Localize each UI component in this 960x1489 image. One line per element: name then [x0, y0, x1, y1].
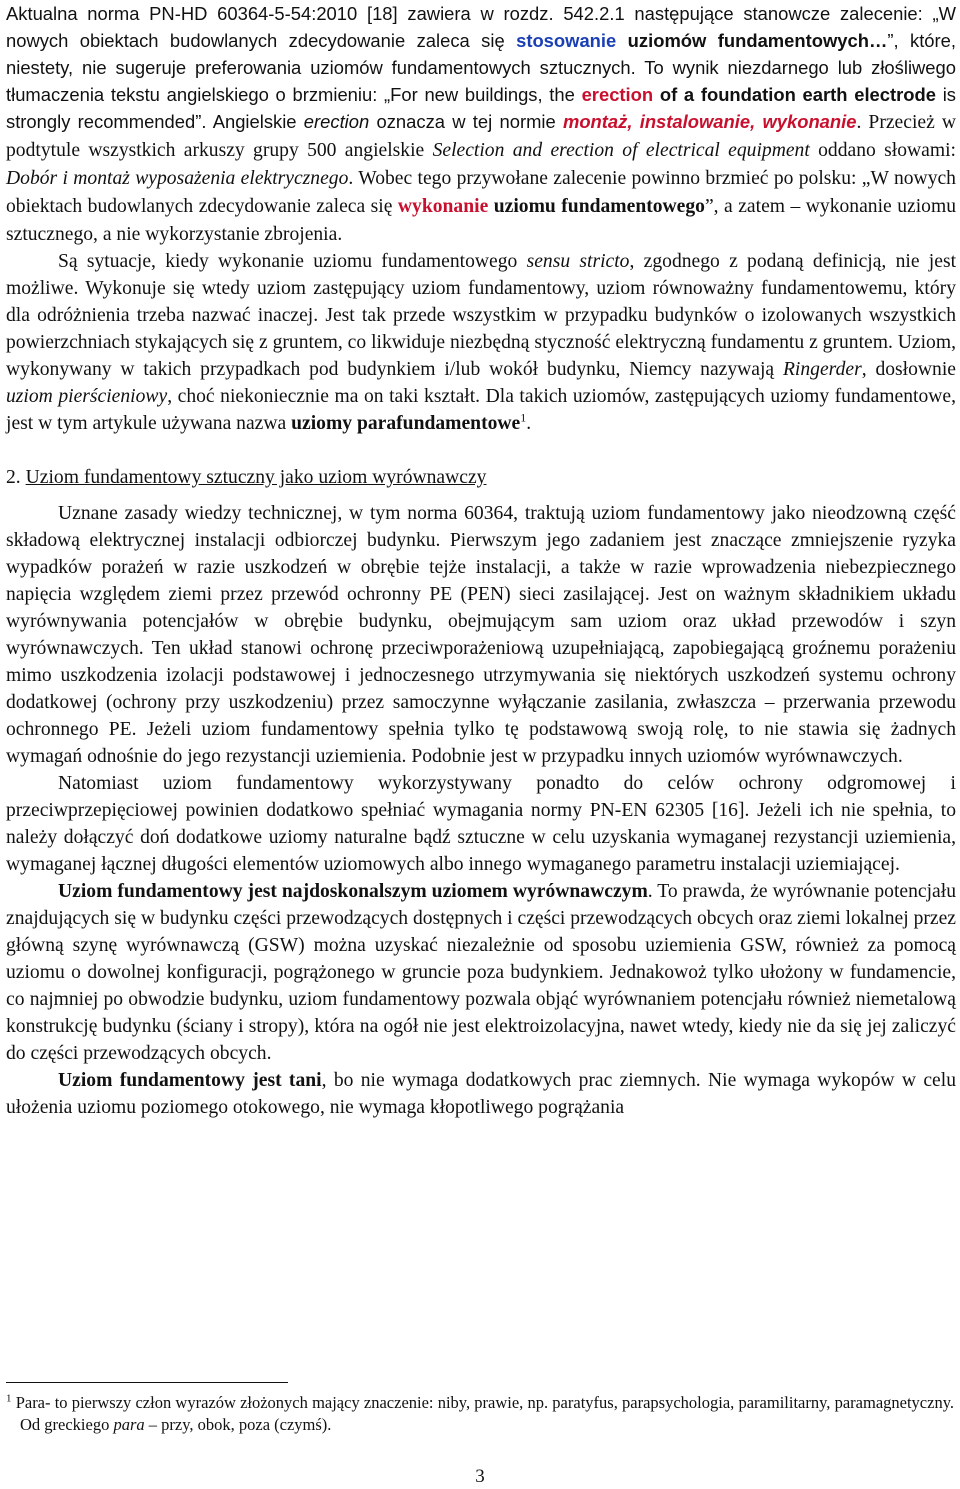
text-run: is strongly recommended”. Angielskie: [6, 84, 956, 132]
footnote-separator: [6, 1382, 288, 1383]
text-run: Są sytuacje, kiedy wykonanie uziomu fundamentowego: [58, 251, 527, 272]
text-run: . Przecież w podtytule wszystkich arkuszy grupy 500 angielskie: [6, 112, 956, 161]
italic-ringerder: Ringerder: [782, 359, 862, 380]
text-run: . Wobec tego przywołane zalecenie powinno brzmieć po polsku: „W nowych obiektach budowlanych zdecydowanie zaleca się: [6, 168, 956, 217]
text-run: , dosłownie: [861, 359, 956, 380]
text-run: – przy, obok, poza (czymś).: [144, 1415, 332, 1434]
paragraph-standard-rules: Uznane zasady wiedzy technicznej, w tym norma 60364, traktują uziom fundamentowy jako nieodzowną część składową elektrycznej instalacji odbiorczej budynku. Pierwszym jego zadaniem jest znaczące zmniejszenie ryzyka wypadków porażeń w razie uszkodzeń w obrębie tejże instalacji, a także w razie wprowadzenia niebezpiecznego napięcia względem ziemi przez przewód ochronny PE (PEN) sieci zasilającej. Jest on ważnym składnikiem układu wyrównywania potencjałów w obrębie budynku, obejmującym sam uziom oraz układ przewodów i szyn wyrównawczych. Ten układ stanowi ochronę przeciwporażeniową uzupełniającą, zapobiegającą groźnemu porażeniu mimo uszkodzenia izolacji podstawowej i jednoczesnego utrzymywania się niektórych uszkodzeń systemu ochrony dodatkowej (ochrony przy uszkodzeniu) przez samoczynne wyłączanie zasilania, zwłaszcza – przerwania przewodu ochronnego PE. Jeżeli uziom fundamentowy spełnia tylko tę podstawową swoją rolę, to nie stawia się żadnych wymagań odnośnie do jego rezystancji uziemienia. Podobnie jest w przypadku innych uziomów wyrównawczych.: [6, 503, 956, 767]
bold-uziomow-fundamentowych: uziomów fundamentowych…: [627, 30, 888, 51]
italic-para: para: [113, 1415, 145, 1434]
text-run: ”, a zatem – wykonanie uziomu sztucznego, a nie wykorzystanie zbrojenia.: [6, 196, 956, 245]
footnote-marker: 1: [6, 1392, 12, 1405]
text-run: oznacza w tej normie: [369, 111, 563, 132]
text-run: oddano słowami:: [809, 140, 956, 161]
document-page: [6, 0, 956, 1121]
highlight-erection: erection: [581, 84, 654, 105]
page-number: 3: [475, 1466, 485, 1487]
paragraph-parafundamentowe: [6, 248, 956, 437]
bold-lead-sentence: Uziom fundamentowy jest najdoskonalszym uziomem wyrównawczym: [58, 881, 648, 902]
paragraph-cheap: [6, 1067, 956, 1121]
text-run: ”, które, niestety, nie sugeruje preferowania uziomów fundamentowych sztucznych. To wynik niezdarnego lub złośliwego tłumaczenia tekstu angielskiego o brzmieniu: „For new buildings, the: [6, 30, 956, 105]
italic-selection-erection: Selection and erection of electrical equipment: [432, 140, 810, 161]
text-run: Para- to pierwszy człon wyrazów złożonych mający znaczenie: niby, prawie, np. paratyfus, parapsychologia, paramilitarny, paramagnetyczny. Od greckiego: [11, 1393, 954, 1434]
section-heading: [6, 464, 956, 491]
italic-erection: erection: [303, 111, 370, 132]
text-run: [616, 30, 627, 51]
bold-foundation-earth-electrode: of a foundation earth electrode: [659, 84, 936, 105]
footnote-reference[interactable]: 1: [520, 410, 527, 425]
footnote: [6, 1392, 954, 1436]
paragraph-best-equipotential: [6, 878, 956, 1067]
section-title: Uziom fundamentowy sztuczny jako uziom wyrównawczy: [25, 467, 487, 488]
highlight-stosowanie: stosowanie: [516, 30, 617, 51]
text-run: . To prawda, że wyrównanie potencjału znajdujących się w budynku części przewodzących dostępnych i części przewodzących obcych oraz ziemi lokalnej przez główną szynę wyrównawczą (GSW) można uzyskać niezależnie od sposobu uziemienia GSW, również za pomocą uziomu o dowolnej konfiguracji, pogrążonego w gruncie poza budynkiem. Jednakowoż tylko ułożony w fundamencie, co najmniej po obwodzie budynku, uziom fundamentowy pozwala objąć wyrównaniem potencjału również niemetalową konstrukcję budynku (ściany i stropy), która na ogół nie jest elektroizolacyjna, nawet wtedy, kiedy nie da się jej zaliczyć do części przewodzących obcych.: [6, 881, 956, 1064]
bold-lead-sentence: Uziom fundamentowy jest tani: [58, 1070, 322, 1091]
paragraph-lightning-protection: Natomiast uziom fundamentowy wykorzystywany ponadto do celów ochrony odgromowej i przeciwprzepięciowej powinien dodatkowo spełniać wymagania normy PN-EN 62305 [16]. Jeżeli ich nie spełnia, to należy dołączyć doń dodatkowe uziomy naturalne bądź sztuczne w celu uzyskania wymaganej rezystancji uziemienia, wymaganej łącznej długości elementów uziomowych albo innego wymaganego parametru instalacji uziemiającej.: [6, 773, 956, 875]
text-run: [653, 84, 660, 105]
italic-uziom-pierscieniowy: uziom pierścieniowy: [6, 386, 168, 407]
italic-sensu-stricto: sensu stricto: [526, 251, 630, 272]
italic-dobor-montaz: Dobór i montaż wyposażenia elektrycznego: [6, 168, 349, 189]
text-run: Aktualna norma PN-HD 60364-5-54:2010 [18] zawiera w rozdz. 542.2.1 następujące stanowcze zalecenie: „W nowych obiektach budowlanych zdecydowanie zaleca się: [6, 3, 956, 51]
bold-uziomy-parafundamentowe: uziomy parafundamentowe: [291, 413, 521, 434]
paragraph-norm-recommendation: [6, 0, 956, 248]
section-number: 2.: [6, 467, 21, 488]
highlight-wykonanie: wykonanie: [397, 196, 489, 217]
text-run: , zgodnego z podaną definicją, nie jest możliwe. Wykonuje się wtedy uziom zastępujący uziom fundamentowy, uziom równoważny fundamentowemu, który dla odróżnienia trzeba nazwać inaczej. Jest tak przede wszystkim w przypadku budynków o izolowanych wszystkich powierzchniach stykających się z gruntem, co likwiduje niezbędną styczność elektryczną fundamentu z gruntem. Uziom, wykonywany w takich przypadkach pod budynkiem i/lub wokół budynku, Niemcy nazywają: [6, 251, 957, 380]
bold-uziomu-fundamentowego: uziomu fundamentowego: [493, 196, 705, 217]
text-run: , bo nie wymaga dodatkowych prac ziemnych. Nie wymaga wykopów w celu ułożenia uziomu poziomego otokowego, nie wymaga kłopotliwego pogrążania: [6, 1070, 956, 1118]
text-run: .: [526, 413, 532, 434]
highlight-montaz-instalowanie: montaż, instalowanie, wykonanie: [562, 111, 857, 132]
text-run: , choć niekoniecznie ma on taki kształt. Dla takich uziomów, zastępujących uziomy fundamentowe, jest w tym artykule używana nazwa: [6, 386, 956, 434]
